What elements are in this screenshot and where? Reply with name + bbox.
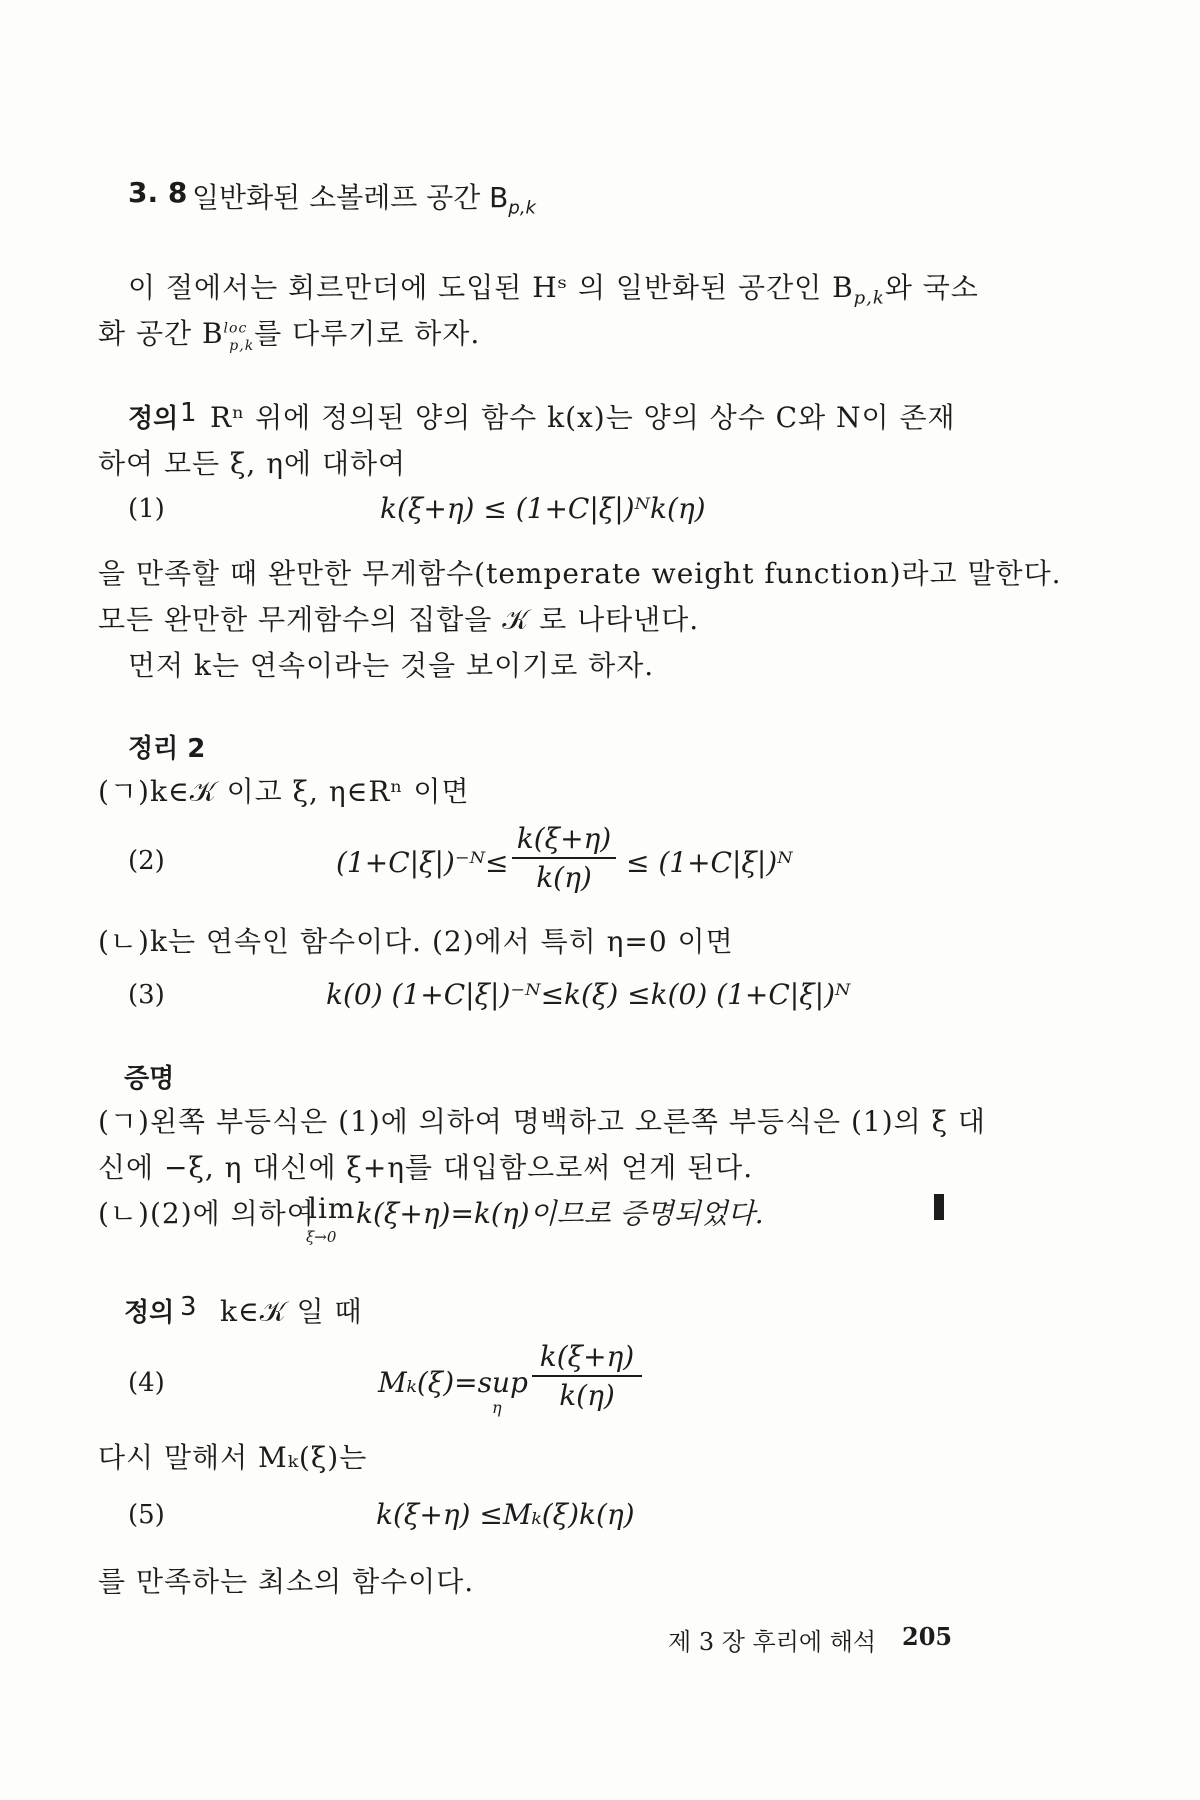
footer-chapter: 제 3 장 후리에 해석: [668, 1628, 877, 1656]
proof-limit-sub: ξ→0: [306, 1228, 337, 1246]
equation-1-number: (1): [128, 494, 165, 524]
definition-3-label: 정의: [124, 1298, 175, 1328]
intro-line-2-b: 를 다루기로 하자.: [254, 317, 481, 350]
definition-1-line-2: 하여 모든 ξ, η에 대하여: [98, 447, 407, 480]
proof-part-a-line-2: 신에 −ξ, η 대신에 ξ+η를 대입함으로써 얻게 된다.: [98, 1151, 754, 1184]
proof-part-a-mark: (ㄱ): [98, 1105, 150, 1138]
intro-line-2-a: 화 공간 B: [98, 317, 224, 350]
definition-1-number: 1: [180, 398, 197, 428]
equation-4-numerator: k(ξ+η): [539, 1340, 635, 1373]
section-title-main: 일반화된 소볼레프 공간 B: [192, 181, 509, 214]
theorem-2-part-b-text: k는 연속인 함수이다. (2)에서 특히 η=0 이면: [150, 925, 734, 958]
proof-part-b-post: k(ξ+η)=k(η)이므로 증명되었다.: [356, 1197, 764, 1230]
intro-line-2-sup: loc: [223, 320, 248, 337]
theorem-2-part-b-mark: (ㄴ): [98, 925, 150, 958]
definition-3-after-1: 다시 말해서 Mₖ(ξ)는: [98, 1441, 368, 1474]
intro-line-1-text: 이 절에서는 회르만더에 도입된 Hˢ 의 일반화된 공간인 B: [128, 271, 854, 304]
equation-5: k(ξ+η) ≤Mₖ(ξ)k(η): [376, 1498, 635, 1531]
definition-1-after-2: 모든 완만한 무게함수의 집합을 𝒦 로 나타낸다.: [98, 603, 700, 636]
page-number: 205: [902, 1622, 953, 1651]
intro-line-2-sub: p,k: [229, 337, 255, 354]
equation-2-left: (1+C|ξ|)⁻ᴺ≤: [336, 846, 509, 879]
definition-1-after-3: 먼저 k는 연속이라는 것을 보이기로 하자.: [128, 649, 655, 682]
equation-2-right: ≤ (1+C|ξ|)ᴺ: [626, 846, 793, 879]
definition-1-line-1: Rⁿ 위에 정의된 양의 함수 k(x)는 양의 상수 C와 N이 존재: [210, 401, 956, 434]
proof-part-a-line-1: 왼쪽 부등식은 (1)에 의하여 명백하고 오른쪽 부등식은 (1)의 ξ 대: [150, 1105, 986, 1138]
equation-3: k(0) (1+C|ξ|)⁻ᴺ≤k(ξ) ≤k(0) (1+C|ξ|)ᴺ: [326, 978, 851, 1011]
equation-4-denominator: k(η): [559, 1379, 615, 1412]
intro-line-1-tail: 와 국소: [884, 271, 979, 304]
proof-part-b-mark: (ㄴ): [98, 1197, 150, 1230]
equation-4-left: Mₖ(ξ)=sup: [378, 1366, 528, 1399]
equation-2-numerator: k(ξ+η): [516, 822, 612, 855]
definition-3-number: 3: [180, 1292, 197, 1322]
theorem-2-part-a-text: k∈𝒦 이고 ξ, η∈Rⁿ 이면: [150, 775, 470, 808]
definition-1-label: 정의: [128, 404, 179, 434]
proof-label: 증명: [124, 1064, 175, 1094]
equation-4-number: (4): [128, 1368, 165, 1398]
equation-2-number: (2): [128, 846, 165, 876]
equation-4-sup-sub: η: [492, 1398, 502, 1417]
equation-3-number: (3): [128, 980, 165, 1010]
theorem-2-label: 정리 2: [128, 734, 206, 764]
definition-1-after-1: 을 만족할 때 완만한 무게함수(temperate weight function)라고 말한다.: [98, 557, 1062, 590]
section-number: 3. 8: [128, 176, 188, 209]
section-title-sub: p,k: [508, 197, 536, 219]
definition-3-text: k∈𝒦 일 때: [220, 1295, 363, 1328]
theorem-2-part-a-mark: (ㄱ): [98, 775, 150, 808]
proof-part-b-pre: (2)에 의하여: [150, 1197, 315, 1230]
equation-1: k(ξ+η) ≤ (1+C|ξ|)ᴺk(η): [380, 492, 706, 525]
definition-3-after-2: 를 만족하는 최소의 함수이다.: [98, 1565, 475, 1598]
equation-2-denominator: k(η): [536, 861, 592, 894]
proof-limit: lim: [308, 1192, 356, 1225]
equation-5-number: (5): [128, 1500, 165, 1530]
intro-line-1-sub: p,k: [853, 287, 885, 309]
